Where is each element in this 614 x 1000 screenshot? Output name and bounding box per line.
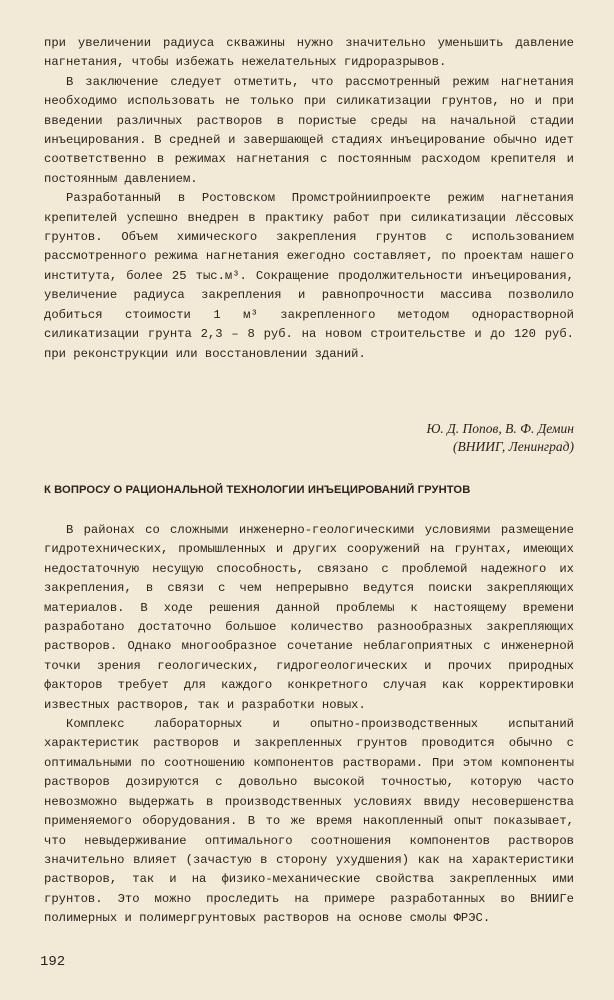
author-names: Ю. Д. Попов, В. Ф. Демин xyxy=(426,421,574,436)
paragraph: В районах со сложными инженерно-геологическими условиями размещение гидротехнических, промышленных и других сооружений на грунтах, имеющих недостаточную несущую способность, связано с проблемой надежного их закрепления, в связи с чем непрерывно ведутся поиски закрепляющих материалов. В ходе решения данной проблемы к настоящему времени разработано достаточно большое количество разнообразных закрепляющих растворов. Однако многообразное сочетание неблагоприятных с инженерной точки зрения геологических, гидрогеологических и прочих природных факторов требует для каждого конкретного случая как корректировки известных растворов, так и разработки новых. xyxy=(44,523,574,712)
page-number: 192 xyxy=(40,954,66,970)
paragraph: при увеличении радиуса скважины нужно значительно уменьшить давление нагнетания, чтобы избежать нежелательных гидроразрывов. xyxy=(44,36,574,70)
author-block xyxy=(426,420,574,456)
paragraph: Разработанный в Ростовском Промстройниипроекте режим нагнетания крепителей успешно внедрен в практику работ при силикатизации лёссовых грунтов. Объем химического закрепления грунтов с использованием рассмотренного режима нагнетания ежегодно составляет, по проектам нашего института, более 25 тыс.м³. Сокращение продолжительности инъецирования, увеличение радиуса закрепления и равнопрочности массива позволило добиться стоимости 1 м³ закрепленного методом однорастворной силикатизации грунта 2,3 – 8 руб. на новом строительстве и до 120 руб. при реконструкции или восстановлении зданий. xyxy=(44,191,574,361)
article-title: К ВОПРОСУ О РАЦИОНАЛЬНОЙ ТЕХНОЛОГИИ ИНЪЕЦИРОВАНИЙ ГРУНТОВ xyxy=(44,484,471,496)
section2-text xyxy=(44,521,574,929)
paragraph: Комплекс лабораторных и опытно-производственных испытаний характеристик растворов и закрепленных грунтов проводится обычно с оптимальными по соотношению компонентов растворами. При этом компоненты растворов дозируются с довольно высокой точностью, которую часто невозможно выдержать в производственных условиях ввиду несовершенства применяемого оборудования. В то же время накопленный опыт показывает, что невыдерживание оптимального соотношения компонентов растворов значительно влияет (зачастую в сторону ухудшения) как на характеристики растворов, так и на физико-механические свойства закрепленных ими грунтов. Это можно проследить на примере разработанных во ВНИИГе полимерных и полимергрунтовых растворов на основе смолы ФРЭС. xyxy=(44,717,574,926)
section1-text xyxy=(44,34,574,364)
author-affiliation: (ВНИИГ, Ленинград) xyxy=(453,439,574,454)
paragraph: В заключение следует отметить, что рассмотренный режим нагнетания необходимо использовать не только при силикатизации грунтов, но и при введении различных растворов в пористые среды на начальной стадии инъецирования. В средней и завершающей стадиях инъецирование обычно идет соответственно в режимах нагнетания с постоянным расходом крепителя и постоянным давлением. xyxy=(44,74,574,186)
